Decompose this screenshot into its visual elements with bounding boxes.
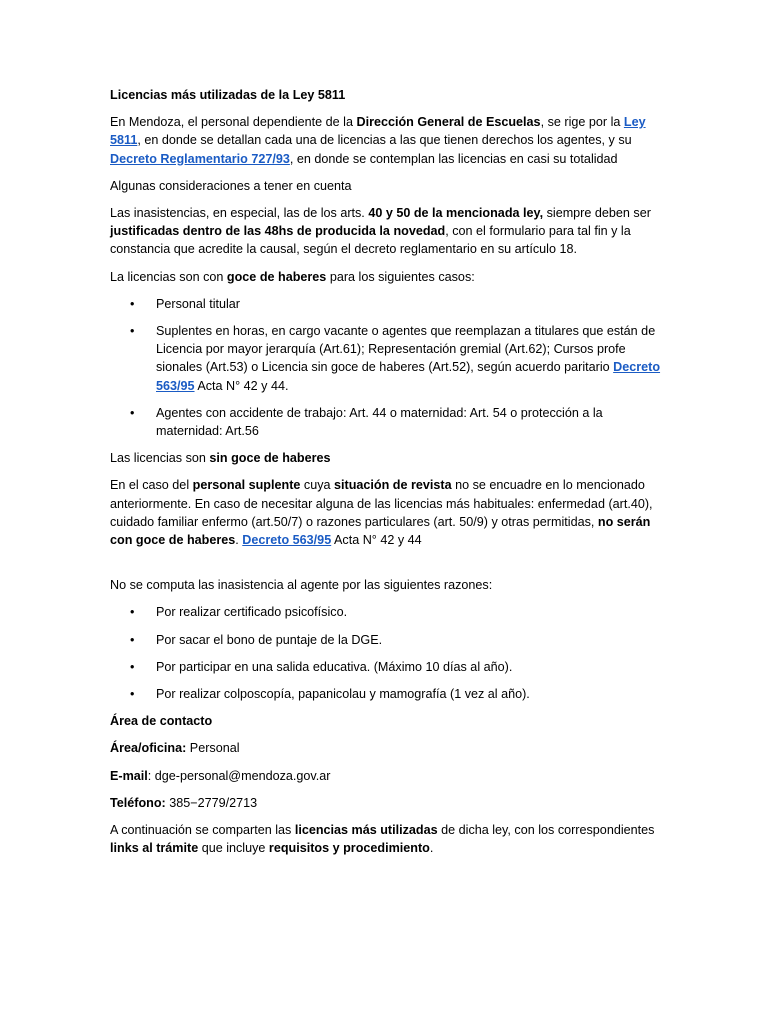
document-title: Licencias más utilizadas de la Ley 5811 [110,88,346,102]
contact-office: Área/oficina: Personal [110,741,240,756]
list-item: • Por realizar colposcopía, papanicolau y mamografía (1 vez al año). [110,685,668,703]
with-pay-intro: La licencias son con goce de haberes para los siguientes casos: [110,269,475,284]
list-item: • Por realizar certificado psicofísico. [110,603,668,621]
without-pay-paragraph: Las licencias son sin goce de haberes [110,451,331,466]
closing-paragraph: A continuación se comparten las licencias más utilizadas de dicha ley, con los correspondientes links al trámite que incluye requisitos y procedimiento. [110,823,655,856]
list-item: • Suplentes en horas, en cargo vacante o agentes que reemplazan a titulares que están de Licencia por mayor jerarquía (Art.61); Representación gremial (Art.62); Cursos profe sionales (Art.53) o Licencia sin goce de haberes (Art.52), según acuerdo paritario Decreto 563/95 Acta N° 42 y 44. [110,322,668,395]
list-item: • Personal titular [110,295,668,313]
spacer [110,558,668,576]
absences-paragraph: Las inasistencias, en especial, las de los arts. 40 y 50 de la mencionada ley, siempre deben ser justificadas dentro de las 48hs de producida la novedad, con el formulario para tal fin y la constancia que acredite la causal, según el decreto reglamentario en su artículo 18. [110,206,651,257]
list-item: • Por participar en una salida educativa. (Máximo 10 días al año). [110,658,668,676]
contact-email: E-mail: dge-personal@mendoza.gov.ar [110,768,331,783]
not-computed-intro: No se computa las inasistencia al agente por las siguientes razones: [110,578,493,593]
decreto-563-link-2[interactable]: Decreto 563/95 [242,533,332,548]
contact-phone: Teléfono: 385−2779/2713 [110,795,258,810]
substitute-paragraph: En el caso del personal suplente cuya situación de revista no se encuadre en lo mencionado anteriormente. En caso de necesitar alguna de las licencias más habituales: enfermedad (art.40), cuidado familiar enfermo (art.50/7) o razones particulares (art. 50/9) y otras permitidas, no serán con goce de haberes. Decreto 563/95 Acta N° 42 y 44 [110,478,653,548]
ley-5811-link[interactable]: Ley 5811 [110,115,646,148]
list-item: • Agentes con accidente de trabajo: Art. 44 o maternidad: Art. 54 o protección a la maternidad: Art.56 [110,404,668,440]
list-item: • Por sacar el bono de puntaje de la DGE. [110,631,668,649]
intro-paragraph: En Mendoza, el personal dependiente de la Dirección General de Escuelas, se rige por la Ley 5811, en donde se detallan cada una de licencias a las que tienen derechos los agentes, y su Decreto Reglamentario 727/93, en donde se contemplan las licencias en casi su totalidad [110,115,646,166]
decreto-563-link[interactable]: Decreto 563/95 [156,360,661,393]
with-pay-list [110,295,668,440]
decreto-reglamentario-link[interactable]: Decreto Reglamentario 727/93 [110,151,290,166]
considerations-paragraph: Algunas consideraciones a tener en cuenta [110,178,352,193]
contact-heading: Área de contacto [110,714,213,729]
not-computed-list [110,603,668,703]
